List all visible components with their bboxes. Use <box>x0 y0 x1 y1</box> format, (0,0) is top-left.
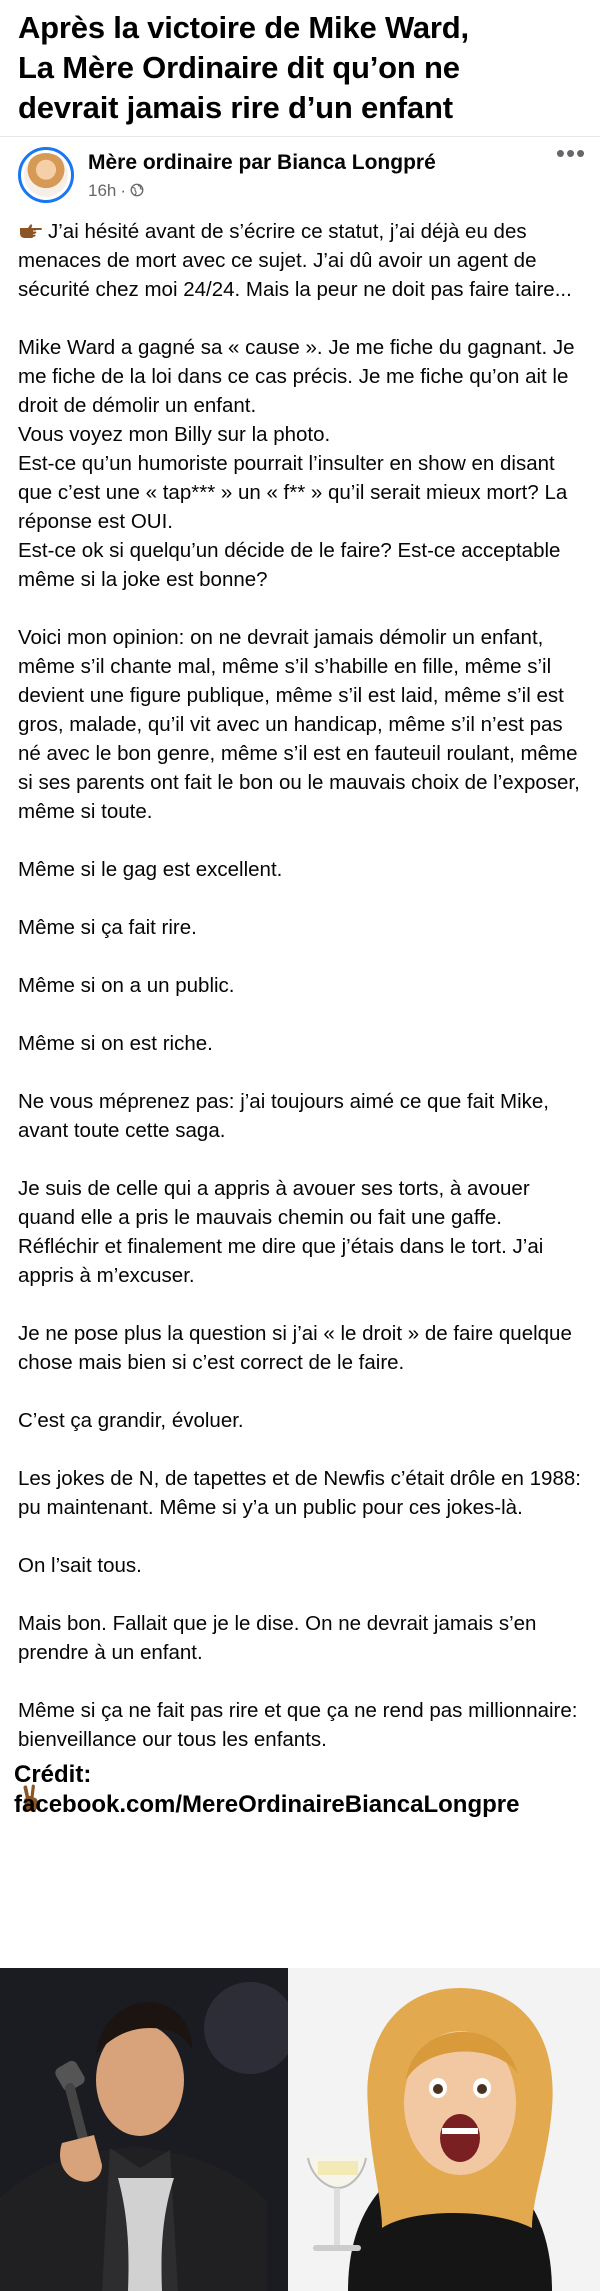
post-header <box>0 137 600 205</box>
avatar-photo <box>24 153 68 197</box>
photo-collage <box>0 1968 600 2291</box>
paragraph: Même si ça fait rire. <box>18 916 197 939</box>
paragraph: Mais bon. Fallait que je le dise. On ne devrait jamais s’en prendre à un enfant. <box>18 1612 537 1664</box>
paragraph: Voici mon opinion: on ne devrait jamais démolir un enfant, même s’il chante mal, même s’il s’habille en fille, même s’il devient une figure publique, même s’il est laid, même s’il est gros, malade, qu’il vit avec un handicap, même s’il n’est pas né avec le bon genre, même s’il est en fauteuil roulant, même si ses parents ont fait le bon ou le mauvais choix de l’exposer, même si toute. <box>18 626 580 823</box>
paragraph: Même si ça ne fait pas rire et que ça ne rend pas millionnaire: bienveillance our tous les enfants. <box>18 1699 578 1751</box>
facebook-post <box>0 136 600 1868</box>
paragraph: Est-ce qu’un humoriste pourrait l’insulter en show en disant que c’est une « tap*** » un « f** » qu’il serait mieux mort? La réponse est OUI. <box>18 452 568 533</box>
paragraph: Même si le gag est excellent. <box>18 858 283 881</box>
post-body <box>18 217 588 1821</box>
paragraph: C’est ça grandir, évoluer. <box>18 1409 244 1432</box>
meta-separator: · <box>120 181 127 200</box>
author-photo <box>288 1968 600 2291</box>
headline <box>0 0 600 136</box>
paragraph: On l’sait tous. <box>18 1554 142 1577</box>
globe-icon <box>130 183 144 197</box>
headline-line-2: La Mère Ordinaire dit qu’on ne <box>18 50 460 85</box>
post-time[interactable]: 16h <box>88 181 117 200</box>
credit-url: facebook.com/MereOrdinaireBiancaLongpre <box>14 1791 520 1818</box>
paragraph: Je ne pose plus la question si j’ai « le droit » de faire quelque chose mais bien si c’est correct de le faire. <box>18 1322 572 1374</box>
paragraph: Je suis de celle qui a appris à avouer ses torts, à avouer quand elle a pris le mauvais chemin ou fait une gaffe. Réfléchir et finalement me dire que j’étais dans le tort. J’ai appris à m’excuser. <box>18 1177 544 1287</box>
post-meta <box>88 181 144 201</box>
author-photo-illustration <box>288 1968 600 2291</box>
paragraph: Mike Ward a gagné sa « cause ». Je me fiche du gagnant. Je me fiche de la loi dans ce cas précis. Je me fiche qu’on ait le droit de démolir un enfant. <box>18 336 575 417</box>
paragraph: Même si on a un public. <box>18 974 235 997</box>
paragraph: Les jokes de N, de tapettes et de Newfis c’était drôle en 1988: pu maintenant. Même si y’a un public pour ces jokes-là. <box>18 1467 581 1519</box>
paragraph: Ne vous méprenez pas: j’ai toujours aimé ce que fait Mike, avant toute cette saga. <box>18 1090 549 1142</box>
pointing-right-hand-icon <box>18 222 44 240</box>
comedian-photo <box>0 1968 288 2291</box>
credit-block <box>14 1760 519 1820</box>
more-options-button[interactable]: ••• <box>555 138 587 168</box>
paragraph: Vous voyez mon Billy sur la photo. <box>18 423 331 446</box>
headline-line-3: devrait jamais rire d’un enfant <box>18 90 453 125</box>
headline-line-1: Après la victoire de Mike Ward, <box>18 10 469 45</box>
author-name[interactable]: Mère ordinaire par Bianca Longpré <box>88 151 436 174</box>
credit-label: Crédit: <box>14 1761 92 1788</box>
author-avatar[interactable] <box>18 147 74 203</box>
comedian-photo-illustration <box>0 1968 288 2291</box>
paragraph-intro: J’ai hésité avant de s’écrire ce statut, j’ai déjà eu des menaces de mort avec ce sujet. J’ai dû avoir un agent de sécurité chez moi 24/24. Mais la peur ne doit pas faire taire... <box>18 220 572 301</box>
paragraph: Même si on est riche. <box>18 1032 213 1055</box>
paragraph: Est-ce ok si quelqu’un décide de le faire? Est-ce acceptable même si la joke est bonne? <box>18 539 561 591</box>
